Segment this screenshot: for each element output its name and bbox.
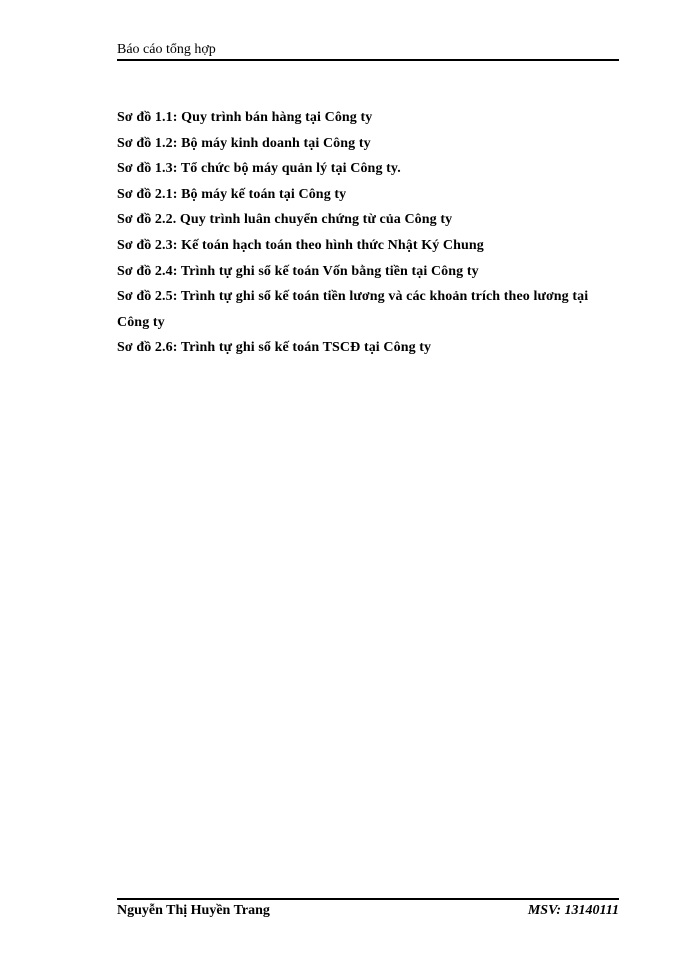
figure-list xyxy=(117,105,619,361)
footer-author: Nguyễn Thị Huyền Trang xyxy=(117,903,270,918)
figure-title: Quy trình bán hàng tại Công ty xyxy=(177,110,373,125)
footer-student-id: MSV: 13140111 xyxy=(527,903,619,918)
figure-label: Sơ đồ 2.6: xyxy=(117,340,178,356)
figure-item xyxy=(117,335,619,361)
header-divider xyxy=(117,59,619,61)
figure-item xyxy=(117,105,619,131)
figure-item xyxy=(117,207,619,233)
figure-item xyxy=(117,156,619,182)
figure-label: Sơ đồ 2.3: xyxy=(117,237,178,253)
figure-item xyxy=(117,182,619,208)
figure-title: Quy trình luân chuyển chứng từ của Công ty xyxy=(176,212,453,228)
figure-title: Trình tự ghi sổ kế toán TSCĐ tại Công ty xyxy=(177,340,432,356)
figure-label: Sơ đồ 2.2. xyxy=(117,212,177,228)
figure-item xyxy=(117,259,619,285)
figure-label: Sơ đồ 2.5: xyxy=(117,289,178,305)
footer-divider xyxy=(117,898,619,900)
figure-item xyxy=(117,131,619,157)
header-title: Báo cáo tổng hợp xyxy=(117,42,216,57)
figure-label: Sơ đồ 1.1: xyxy=(117,110,178,125)
figure-label: Sơ đồ 2.4: xyxy=(117,263,178,279)
figure-item xyxy=(117,233,619,259)
figure-label: Sơ đồ 1.3: xyxy=(117,161,178,177)
figure-title: Kế toán hạch toán theo hình thức Nhật Ký Chung xyxy=(177,237,484,253)
figure-label: Sơ đồ 1.2: xyxy=(117,135,178,151)
figure-title: Bộ máy kế toán tại Công ty xyxy=(177,186,347,202)
figure-title: Trình tự ghi sổ kế toán Vốn bằng tiền tại Công ty xyxy=(177,263,479,279)
page-footer xyxy=(117,902,619,922)
figure-title: Tổ chức bộ máy quản lý tại Công ty. xyxy=(177,161,401,177)
figure-title: Bộ máy kinh doanh tại Công ty xyxy=(177,135,371,151)
figure-title: Trình tự ghi sổ kế toán tiền lương và các khoản trích theo lương tại Công ty xyxy=(117,289,589,330)
figure-label: Sơ đồ 2.1: xyxy=(117,186,178,202)
figure-item xyxy=(117,284,619,335)
